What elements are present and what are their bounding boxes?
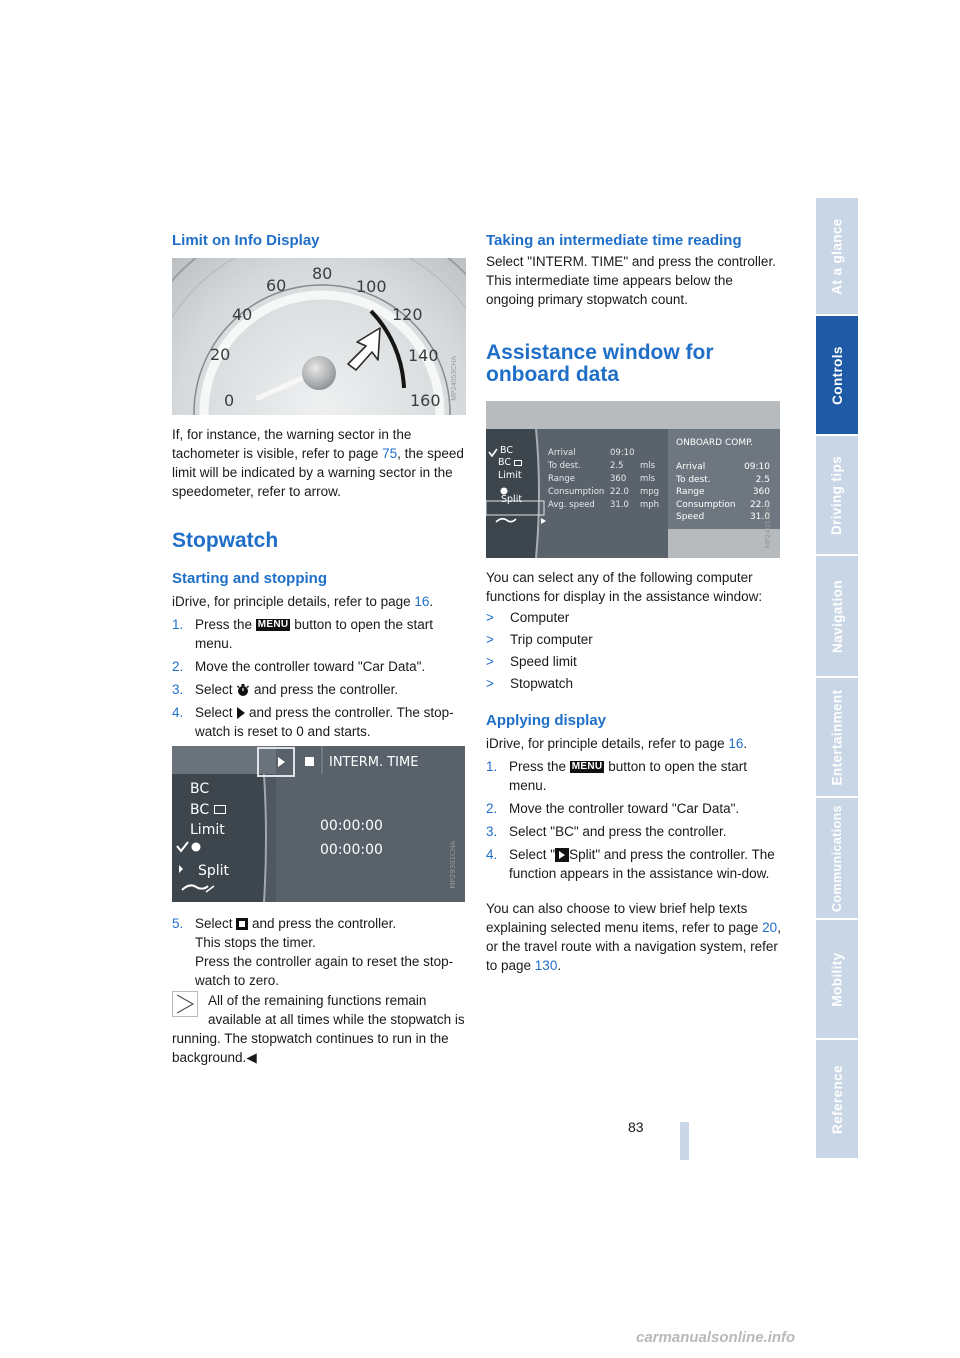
step-number: 1. (486, 759, 498, 774)
menu-item-stopwatch[interactable] (190, 841, 229, 862)
sidetab-entertainment[interactable] (816, 678, 858, 798)
row-value: 2.5 (610, 461, 624, 471)
step-text: Select (195, 682, 237, 697)
speedometer-image (172, 258, 466, 415)
sidetab-label: Navigation (829, 579, 845, 653)
step-text: and press the controller. (248, 916, 397, 931)
bullet-marker: > (486, 676, 494, 691)
step-text: and press the controller. (250, 682, 399, 697)
step-1 (172, 615, 468, 653)
idrive-text: . (429, 594, 434, 609)
row-label: Speed (676, 512, 705, 522)
sidetab-mobility[interactable] (816, 920, 858, 1040)
right-steps (486, 757, 784, 883)
sidetab-navigation[interactable] (816, 556, 858, 678)
menu-item-stopwatch[interactable] (498, 482, 522, 494)
sidetab-label: Mobility (829, 951, 845, 1007)
row-unit: mls (640, 474, 656, 484)
menu-item-bc[interactable]: BC (190, 781, 210, 797)
step-text: This stops the timer. (195, 935, 316, 950)
page-link-130[interactable]: 130 (534, 958, 558, 973)
menu-button-icon: MENU (257, 619, 289, 631)
step-5-block (172, 914, 468, 990)
step-2 (172, 657, 468, 676)
speedo-label: 80 (312, 264, 333, 283)
idrive-ref (172, 592, 468, 611)
menu-item-bc[interactable]: BC (500, 445, 513, 456)
help-text: You can also choose to view brief help texts explaining selected menu items, refer to page (486, 901, 763, 935)
row-value: 09:10 (610, 448, 635, 458)
idrive-text: . (743, 736, 748, 751)
row-label: To dest. (676, 474, 711, 485)
image-credit: MP24053CHA (451, 356, 458, 401)
bullet-marker: > (486, 654, 494, 669)
speedo-label: 20 (210, 345, 231, 364)
limit-heading: Limit on Info Display (172, 232, 320, 249)
step-number: 2. (486, 801, 498, 816)
step-text: Split" and press the controller. The function appears in the assistance win-dow. (509, 847, 775, 881)
starting-heading: Starting and stopping (172, 570, 327, 587)
panel-row (676, 461, 770, 474)
step-text: Move the controller toward "Car Data". (509, 801, 740, 816)
interm-text: Select "INTERM. TIME" and press the controller. This intermediate time appears below the ongoing primary stopwatch count. (486, 254, 776, 307)
limit-text: , the speed limit will be indicated by a warning sector in the speedometer, refer to arrow. (172, 446, 464, 499)
sidetab-controls[interactable] (816, 316, 858, 436)
sidetab-label: Reference (829, 1064, 845, 1134)
step-text: button to open the start menu. (195, 617, 434, 651)
list-item (486, 630, 784, 649)
step-2 (486, 799, 784, 818)
step-text: Press the (195, 617, 256, 632)
function-list (486, 608, 784, 696)
page-link-16[interactable]: 16 (414, 594, 430, 609)
menu-item-split[interactable]: Split (501, 494, 523, 506)
row-label: Consumption (676, 499, 736, 510)
idrive-ref-right (486, 734, 784, 753)
page-marker (680, 1122, 689, 1160)
row-value: 31.0 (749, 512, 770, 522)
bullet-marker: > (486, 632, 494, 647)
interm-heading: Taking an intermediate time reading (486, 232, 742, 249)
menu-item-bc-2[interactable] (190, 800, 229, 821)
menu-item-label: BC (498, 457, 511, 469)
assist-heading-line: Assistance window for (486, 341, 714, 364)
primary-time: 00:00:00 (320, 818, 383, 834)
row-label: Range (676, 487, 705, 497)
row-unit: mph (640, 500, 660, 510)
sidetab-driving-tips[interactable] (816, 436, 858, 556)
page-link-75[interactable]: 75 (382, 446, 398, 461)
applying-heading: Applying display (486, 712, 607, 729)
onboard-panel-list (676, 461, 770, 524)
data-row (548, 499, 666, 512)
step-5 (172, 914, 468, 990)
menu-item-label: BC (190, 801, 210, 818)
select-text: You can select any of the following computer functions for display in the assistance window: (486, 570, 763, 604)
briefcase-icon (214, 805, 226, 814)
list-item-text: Stopwatch (510, 676, 574, 691)
step-number: 4. (486, 847, 498, 862)
step-1 (486, 757, 784, 795)
step-text: Select " (509, 847, 556, 862)
step-3 (172, 680, 468, 699)
row-label: Arrival (676, 462, 706, 472)
briefcase-icon (514, 460, 522, 466)
sidetab-reference[interactable] (816, 1040, 858, 1160)
step-number: 2. (172, 659, 184, 674)
sidetab-at-a-glance[interactable] (816, 198, 858, 316)
assist-heading (486, 341, 714, 387)
step-text: Press the controller again to reset the stop-watch to zero. (195, 954, 454, 988)
sidetab-label: Driving tips (829, 455, 845, 535)
idrive-text: iDrive, for principle details, refer to page (172, 594, 415, 609)
note-text: All of the remaining functions remain available at all times while the stopwatch is running. The stopwatch continues to run in the background. (172, 993, 465, 1065)
page-link-16[interactable]: 16 (728, 736, 744, 751)
page-number: 83 (628, 1119, 644, 1135)
stopwatch-heading: Stopwatch (172, 529, 279, 552)
assist-heading-line: onboard data (486, 363, 620, 386)
step-number: 3. (486, 824, 498, 839)
step-text: Move the controller toward "Car Data". (195, 659, 426, 674)
idrive-text: iDrive, for principle details, refer to page (486, 736, 729, 751)
panel-row (676, 499, 770, 512)
sidetab-label: At a glance (829, 217, 845, 295)
note-icon (172, 991, 198, 1017)
speedo-label: 120 (392, 305, 423, 324)
row-value: 2.5 (755, 474, 770, 485)
list-item (486, 674, 784, 693)
sidetab-label: Controls (829, 345, 845, 405)
onboard-mid-list (548, 447, 666, 512)
list-item-text: Speed limit (510, 654, 577, 669)
row-value: 31.0 (610, 500, 629, 510)
step-text: Select "BC" and press the controller. (509, 824, 727, 839)
limit-text: If, for instance, the warning sector in the tachometer is visible, refer to page (172, 427, 412, 461)
data-row (548, 460, 666, 473)
stopwatch-screen-image (172, 746, 465, 902)
speedo-label: 60 (266, 276, 287, 295)
note-block (172, 991, 468, 1067)
step-text: Select (195, 916, 237, 931)
sidetab-label: Communications (829, 804, 844, 912)
row-unit: mpg (640, 487, 660, 497)
step-4 (172, 703, 468, 741)
data-row (548, 473, 666, 486)
stopwatch-times (320, 814, 383, 862)
row-label: Consumption (548, 487, 605, 497)
step-text: and press the controller. The stop-watch is reset to 0 and starts. (195, 705, 454, 739)
step-number: 3. (172, 682, 184, 697)
page-link-20[interactable]: 20 (762, 920, 778, 935)
limit-paragraph (172, 425, 468, 501)
stop-icon (236, 918, 248, 930)
step-text: Select (195, 705, 237, 720)
intermediate-time: 00:00:00 (320, 842, 383, 858)
list-item (486, 652, 784, 671)
list-item (486, 608, 784, 627)
row-value: 360 (752, 487, 770, 497)
panel-row (676, 511, 770, 524)
stopwatch-menu (190, 779, 229, 882)
play-icon (236, 707, 245, 719)
menu-item-limit[interactable]: Limit (498, 469, 522, 481)
image-credit: MP29301CHA (449, 841, 457, 889)
onboard-screen-image (486, 401, 780, 558)
row-value: 22.0 (610, 487, 629, 497)
onboard-panel-title: ONBOARD COMP. (676, 438, 753, 448)
footer-watermark[interactable]: carmanualsonline.info (636, 1329, 796, 1346)
row-label: Range (548, 474, 575, 484)
sidetab-label: Entertainment (829, 689, 845, 785)
help-paragraph (486, 899, 784, 975)
row-label: Arrival (548, 448, 576, 458)
menu-item-bc-2[interactable] (498, 457, 522, 469)
menu-item-split[interactable]: Split (198, 863, 230, 879)
step-number: 5. (172, 916, 184, 931)
row-value: 22.0 (749, 499, 770, 510)
step-4 (486, 845, 784, 883)
stop-icon (305, 757, 314, 766)
step-text: button to open the start menu. (509, 759, 748, 793)
speedo-label: 140 (408, 346, 439, 365)
interm-time-header: INTERM. TIME (329, 755, 419, 770)
panel-row (676, 474, 770, 487)
data-row (548, 486, 666, 499)
data-row (548, 447, 666, 460)
list-item-text: Trip computer (510, 632, 593, 647)
speedo-label: 40 (232, 305, 253, 324)
help-text: , or the travel route with a navigation system, refer to page (486, 920, 781, 973)
end-marker: ◀ (246, 1050, 257, 1065)
help-text: . (557, 958, 562, 973)
onboard-menu (498, 445, 522, 519)
row-value: 09:10 (744, 462, 770, 472)
left-steps (172, 615, 468, 741)
image-credit: MP24053CHA (764, 501, 772, 549)
menu-button-icon: MENU (571, 761, 603, 773)
speedo-label: 0 (224, 391, 235, 410)
speedo-label: 160 (410, 391, 441, 410)
panel-row (676, 486, 770, 499)
step-3 (486, 822, 784, 841)
split-icon (555, 848, 569, 862)
row-label: To dest. (548, 461, 581, 471)
sidetab-communications[interactable] (816, 798, 858, 920)
menu-item-limit[interactable]: Limit (190, 822, 225, 838)
speedo-label: 100 (356, 277, 387, 296)
row-label: Avg. speed (548, 500, 595, 510)
step-text: Press the (509, 759, 570, 774)
step-number: 1. (172, 617, 184, 632)
stopwatch-icon (236, 683, 250, 697)
row-unit: mls (640, 461, 656, 471)
bullet-marker: > (486, 610, 494, 625)
step-number: 4. (172, 705, 184, 720)
list-item-text: Computer (510, 610, 570, 625)
row-value: 360 (610, 474, 627, 484)
menu-item-oil[interactable] (498, 506, 522, 518)
